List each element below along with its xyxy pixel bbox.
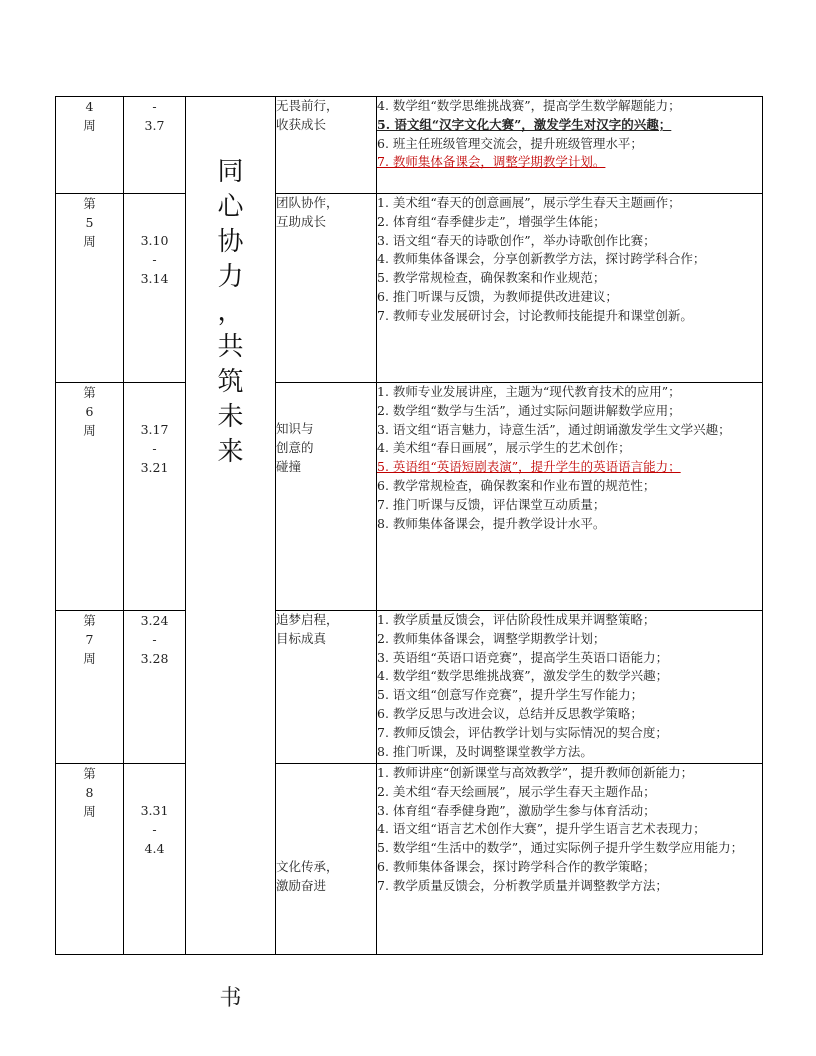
date-cell — [124, 764, 186, 955]
list-item: 7. 教学质量反馈会，分析教学质量并调整教学方法； — [377, 877, 668, 893]
list-item: 2. 数学组“数学与生活”，通过实际问题讲解数学应用； — [377, 402, 681, 418]
motto-char: ， — [217, 297, 244, 327]
date-label: 4.4 — [144, 841, 165, 856]
motto-char: 力 — [217, 262, 244, 292]
theme-line: 知识与 — [276, 421, 314, 436]
date-label: - — [152, 441, 157, 456]
week-label: 第 — [83, 385, 96, 400]
list-item: 2. 体育组“春季健步走”，增强学生体能； — [377, 213, 606, 229]
theme-line: 碰撞 — [276, 458, 302, 474]
week-label: 第 — [83, 196, 96, 211]
list-item: 6. 教师集体备课会，探讨跨学科合作的教学策略； — [377, 858, 656, 874]
items-cell — [377, 611, 763, 764]
list-item: 8. 推门听课，及时调整课堂教学方法。 — [377, 743, 593, 759]
theme-line: 追梦启程， — [276, 612, 339, 627]
week-label: 8 — [85, 785, 94, 800]
week-label: 周 — [83, 423, 96, 438]
theme-cell — [276, 194, 377, 383]
motto-text — [186, 155, 275, 470]
list-item: 7. 推门听课与反馈，评估课堂互动质量； — [377, 496, 606, 512]
motto-char: 筑 — [217, 367, 244, 397]
motto-cell — [186, 97, 276, 1011]
theme-line: 目标成真 — [276, 630, 327, 646]
date-label: - — [152, 99, 157, 114]
motto-char: 未 — [217, 402, 244, 432]
list-item: 5. 语文组“汉字文化大赛”，激发学生对汉字的兴趣； — [377, 116, 672, 132]
date-cell — [124, 194, 186, 383]
list-item: 6. 教学常规检查，确保教案和作业布置的规范性； — [377, 477, 656, 493]
motto-char: 心 — [217, 192, 244, 222]
week-cell — [56, 764, 124, 955]
table-row — [56, 764, 763, 955]
week-cell — [56, 97, 124, 194]
theme-line: 无畏前行， — [276, 98, 339, 113]
motto-char: 同 — [217, 157, 244, 187]
motto-char: 协 — [217, 227, 244, 257]
date-label: 3.24 — [140, 613, 169, 628]
list-item: 6. 推门听课与反馈，为教师提供改进建议； — [377, 288, 618, 304]
motto-char: 来 — [217, 437, 244, 467]
list-item: 7. 教师专业发展研讨会，讨论教师技能提升和课堂创新。 — [377, 307, 693, 323]
list-item: 2. 教师集体备课会，调整学期教学计划； — [377, 630, 606, 646]
list-item: 5. 教学常规检查，确保教案和作业规范； — [377, 270, 606, 286]
week-label: 周 — [83, 804, 96, 819]
theme-line: 文化传承， — [276, 859, 339, 874]
week-label: 周 — [83, 651, 96, 666]
list-item: 2. 美术组“春天绘画展”，展示学生春天主题作品； — [377, 783, 656, 799]
list-item-highlighted — [377, 458, 762, 477]
week-cell — [56, 383, 124, 611]
list-item: 4. 数学组“数学思维挑战赛”，激发学生的数学兴趣； — [377, 668, 669, 684]
list-item: 7. 教师反馈会，评估教学计划与实际情况的契合度； — [377, 724, 668, 740]
date-label: 3.21 — [140, 460, 169, 475]
date-label: 3.10 — [140, 233, 169, 248]
date-cell — [124, 97, 186, 194]
table-row — [56, 97, 763, 194]
bottom-char: 书 — [219, 986, 242, 1011]
list-item: 3. 英语组“英语口语竞赛”，提高学生英语口语能力； — [377, 649, 669, 665]
week-label: 周 — [83, 234, 96, 249]
week-cell — [56, 611, 124, 764]
items-cell — [377, 97, 763, 194]
theme-line: 创意的 — [276, 439, 314, 455]
table-row — [56, 611, 763, 764]
theme-cell — [276, 611, 377, 764]
items-cell — [377, 383, 763, 611]
theme-cell — [276, 383, 377, 611]
date-label: - — [152, 632, 157, 647]
motto-char: 共 — [217, 332, 244, 362]
week-cell — [56, 194, 124, 383]
week-label: 5 — [85, 215, 94, 230]
date-label: 3.14 — [140, 271, 169, 286]
list-item: 1. 教师讲座“创新课堂与高效教学”，提升教师创新能力； — [377, 765, 694, 780]
week-label: 第 — [83, 766, 96, 781]
date-label: - — [152, 822, 157, 837]
list-item-highlighted — [377, 153, 762, 172]
schedule-table — [55, 96, 763, 1011]
date-label: 3.31 — [140, 803, 169, 818]
date-cell — [124, 383, 186, 611]
date-label: 3.28 — [140, 651, 169, 666]
theme-line: 互助成长 — [276, 213, 327, 229]
week-label: 周 — [83, 118, 96, 133]
theme-cell — [276, 764, 377, 955]
list-item: 1. 教师专业发展讲座，主题为“现代教育技术的应用”； — [377, 384, 681, 399]
week-label: 7 — [85, 632, 94, 647]
list-item: 1. 美术组“春天的创意画展”，展示学生春天主题画作； — [377, 195, 681, 210]
list-item-text: 7. 教师集体备课会，调整学期教学计划。 — [377, 154, 606, 170]
table-row — [56, 383, 763, 611]
list-item-text: 5. 英语组“英语短剧表演”，提升学生的英语语言能力； — [377, 459, 681, 475]
list-item: 4. 数学组“数学思维挑战赛”，提高学生数学解题能力； — [377, 98, 681, 113]
date-label: - — [152, 252, 157, 267]
theme-line: 团队协作， — [276, 195, 339, 210]
list-item: 3. 语文组“春天的诗歌创作”，举办诗歌创作比赛； — [377, 232, 656, 248]
list-item: 3. 体育组“春季健身跑”，激励学生参与体育活动； — [377, 802, 656, 818]
list-item: 4. 教师集体备课会，分享创新教学方法，探讨跨学科合作； — [377, 251, 706, 267]
list-item: 6. 班主任班级管理交流会，提升班级管理水平； — [377, 135, 643, 151]
theme-line: 激励奋进 — [276, 877, 327, 893]
theme-cell — [276, 97, 377, 194]
list-item: 3. 语文组“语言魅力，诗意生活”，通过朗诵激发学生文学兴趣； — [377, 421, 731, 437]
week-label: 6 — [85, 404, 94, 419]
list-item: 1. 教学质量反馈会，评估阶段性成果并调整策略； — [377, 612, 656, 627]
week-label: 第 — [83, 613, 96, 628]
list-item: 4. 美术组“春日画展”，展示学生的艺术创作； — [377, 440, 631, 456]
list-item: 4. 语文组“语言艺术创作大赛”，提升学生语言艺术表现力； — [377, 821, 706, 837]
list-item: 6. 教学反思与改进会议，总结并反思教学策略； — [377, 705, 643, 721]
date-label: 3.7 — [144, 118, 165, 133]
date-cell — [124, 611, 186, 764]
table-row — [56, 194, 763, 383]
items-cell — [377, 194, 763, 383]
items-cell — [377, 764, 763, 955]
date-label: 3.17 — [140, 422, 169, 437]
list-item: 5. 数学组“生活中的数学”，通过实际例子提升学生数学应用能力； — [377, 840, 744, 856]
list-item: 8. 教师集体备课会，提升教学设计水平。 — [377, 515, 606, 531]
week-label: 4 — [85, 99, 94, 114]
list-item: 5. 语文组“创意写作竞赛”，提升学生写作能力； — [377, 687, 644, 703]
theme-line: 收获成长 — [276, 116, 327, 132]
